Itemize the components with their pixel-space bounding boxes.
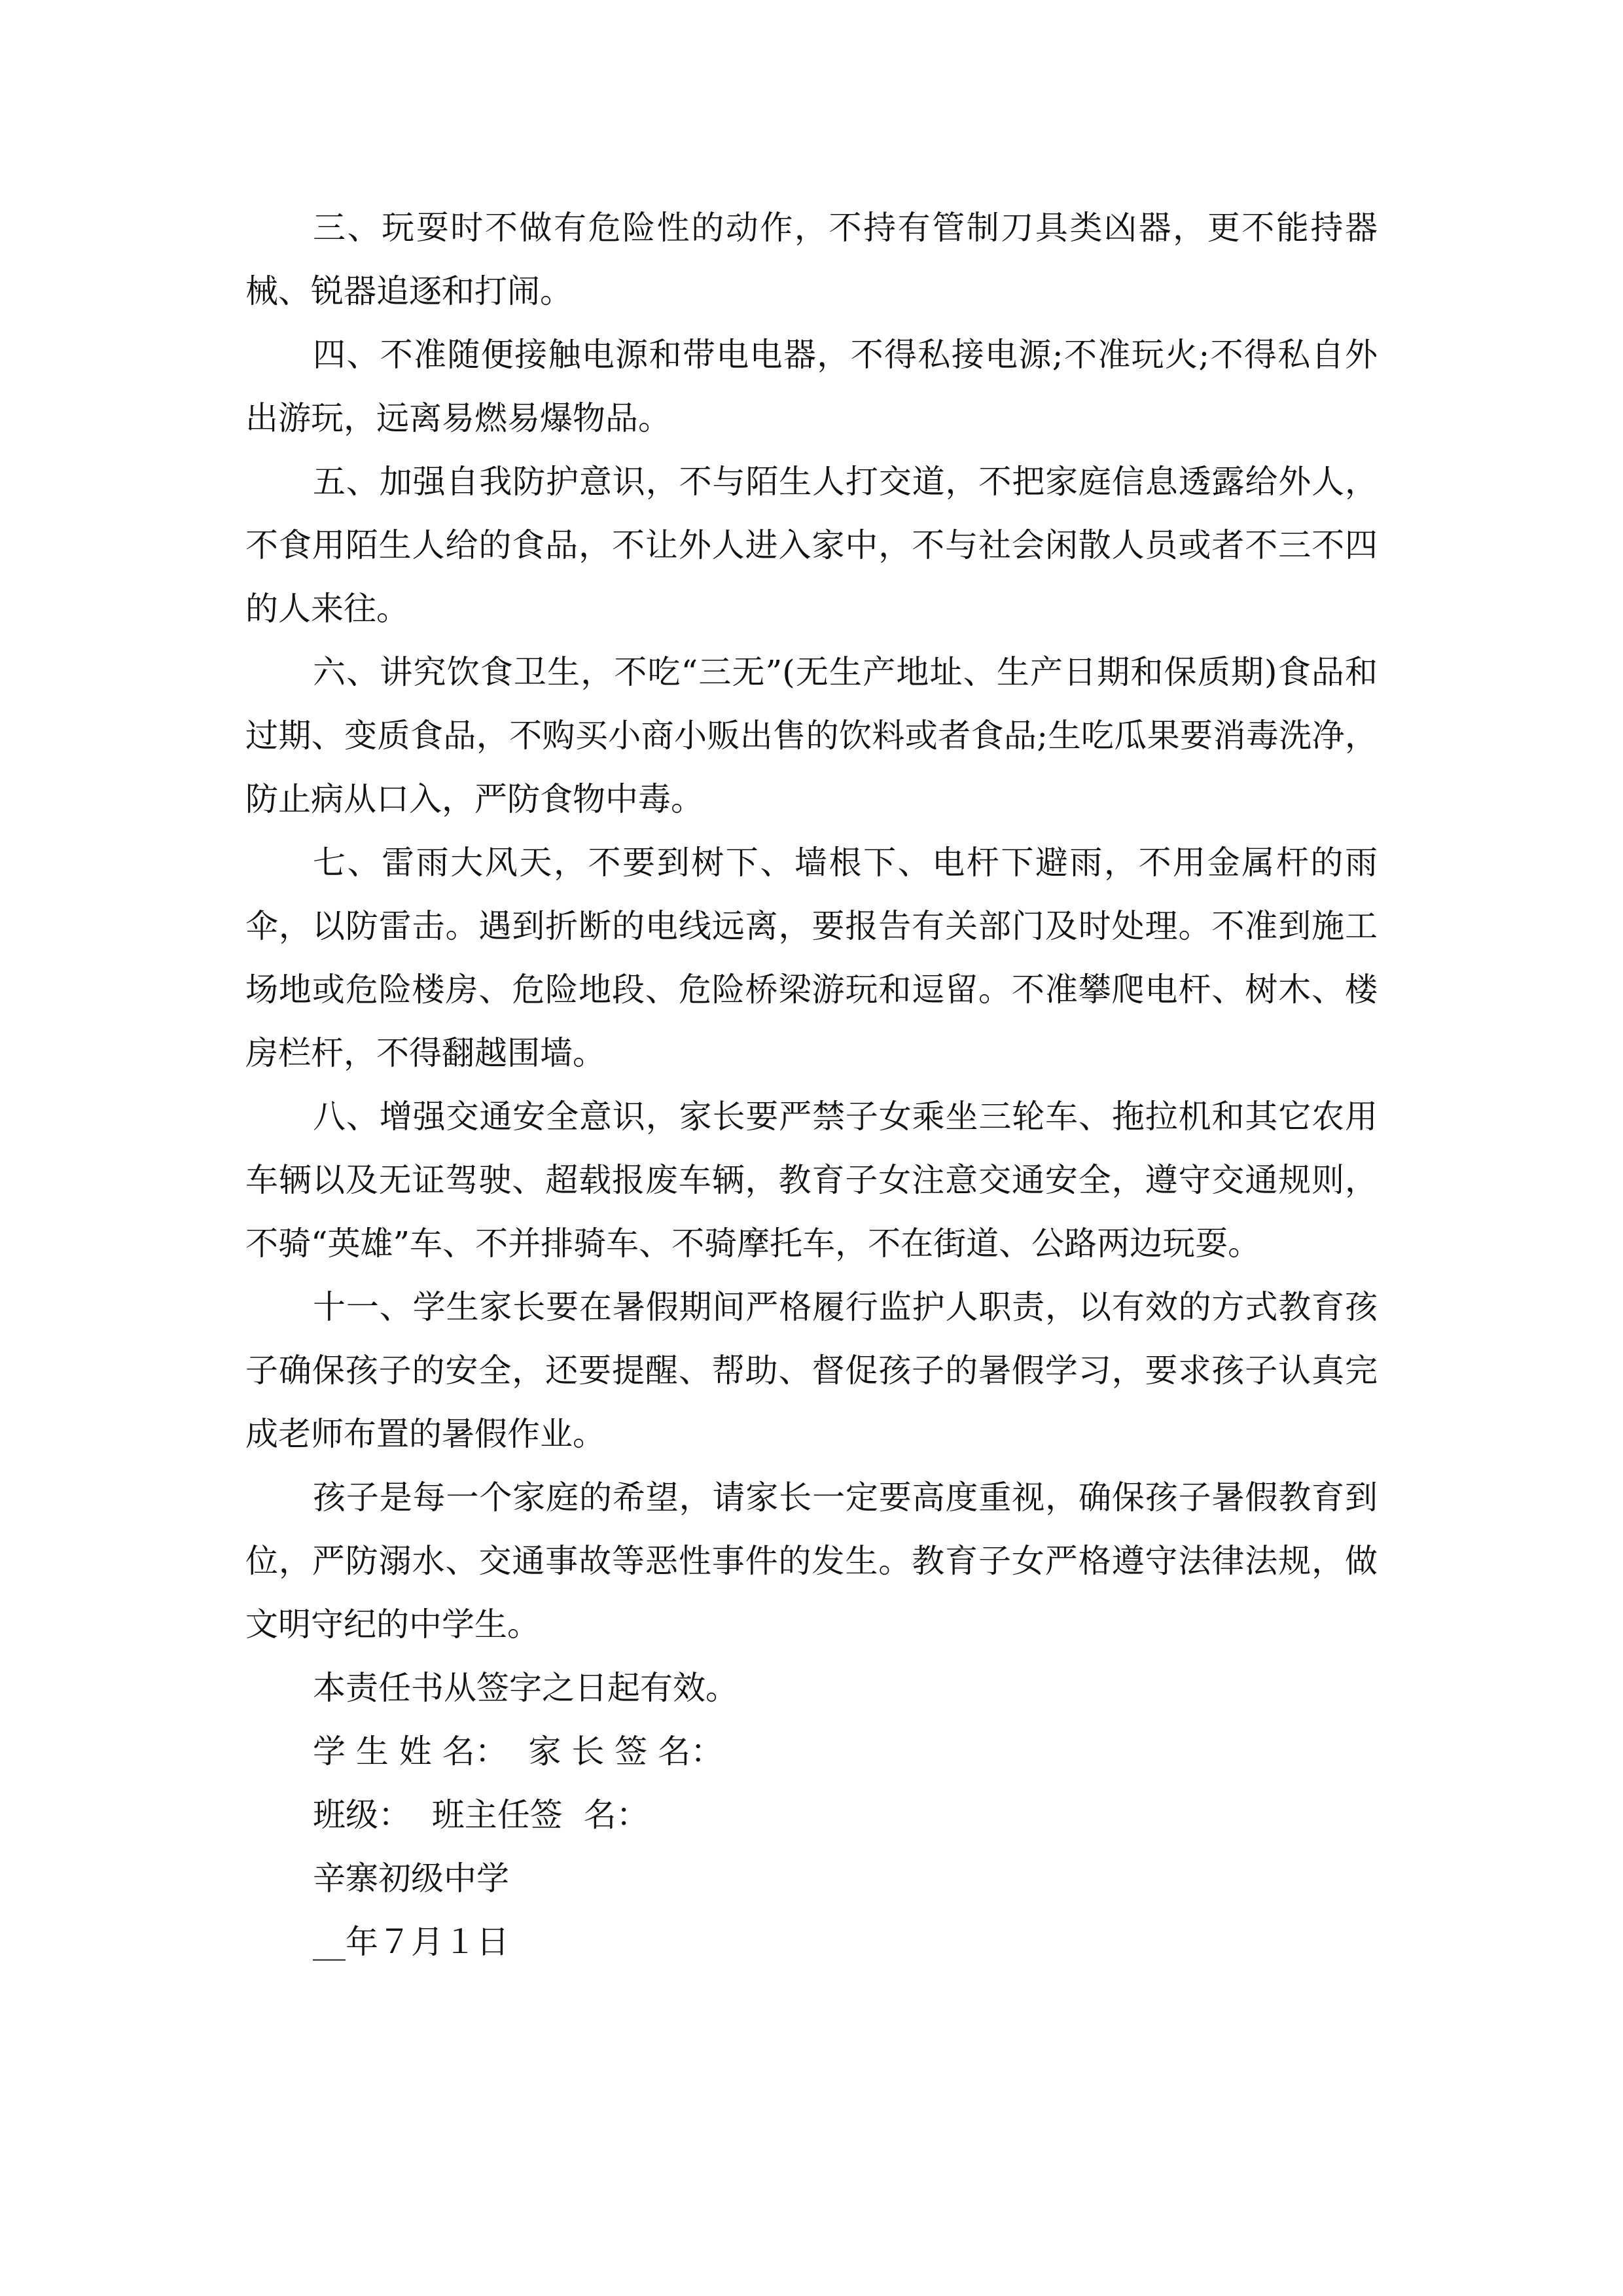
paragraph-rule-5: 五、加强自我防护意识，不与陌生人打交道，不把家庭信息透露给外人，不食用陌生人给的食品，不让外人进入家中，不与社会闲散人员或者不三不四的人来往。 — [245, 463, 1378, 628]
paragraph-rule-6: 六、讲究饮食卫生，不吃“三无”(无生产地址、生产日期和保质期)食品和过期、变质食品，不购买小商小贩出售的饮料或者食品;生吃瓜果要消毒洗净，防止病从口入，严防食物中毒。 — [245, 653, 1378, 818]
paragraph-rule-3: 三、玩耍时不做有危险性的动作，不持有管制刀具类凶器，更不能持器械、锐器追逐和打闹。 — [245, 209, 1378, 310]
signature-line-class-teacher: 班级： 班主任签 名： — [313, 1796, 649, 1834]
paragraph-rule-4: 四、不准随便接触电源和带电电器，不得私接电源;不准玩火;不得私自外出游玩，远离易燃易爆物品。 — [245, 336, 1378, 437]
signature-line-student-parent: 学 生 姓 名： 家 长 签 名： — [313, 1732, 724, 1770]
paragraph-rule-7: 七、雷雨大风天，不要到树下、墙根下、电杆下避雨，不用金属杆的雨伞，以防雷击。遇到折断的电线远离，要报告有关部门及时处理。不准到施工场地或危险楼房、危险地段、危险桥梁游玩和逗留。不准攀爬电杆、树木、楼房栏杆，不得翻越围墙。 — [245, 844, 1378, 1072]
paragraph-rule-8: 八、增强交通安全意识，家长要严禁子女乘坐三轮车、拖拉机和其它农用车辆以及无证驾驶、超载报废车辆，教育子女注意交通安全，遵守交通规则，不骑“英雄”车、不并排骑车、不骑摩托车，不在街道、公路两边玩耍。 — [245, 1098, 1378, 1263]
paragraph-rule-11: 十一、学生家长要在暑假期间严格履行监护人职责，以有效的方式教育孩子确保孩子的安全，还要提醒、帮助、督促孩子的暑假学习，要求孩子认真完成老师布置的暑假作业。 — [245, 1288, 1378, 1453]
paragraph-closing: 孩子是每一个家庭的希望，请家长一定要高度重视，确保孩子暑假教育到位，严防溺水、交通事故等恶性事件的发生。教育子女严格遵守法律法规，做文明守纪的中学生。 — [245, 1479, 1378, 1643]
document-body — [245, 196, 1378, 1974]
validity-statement: 本责任书从签字之日起有效。 — [313, 1669, 738, 1707]
school-name: 辛寨初级中学 — [313, 1859, 509, 1897]
document-date: __年７月１日 — [313, 1923, 509, 1961]
